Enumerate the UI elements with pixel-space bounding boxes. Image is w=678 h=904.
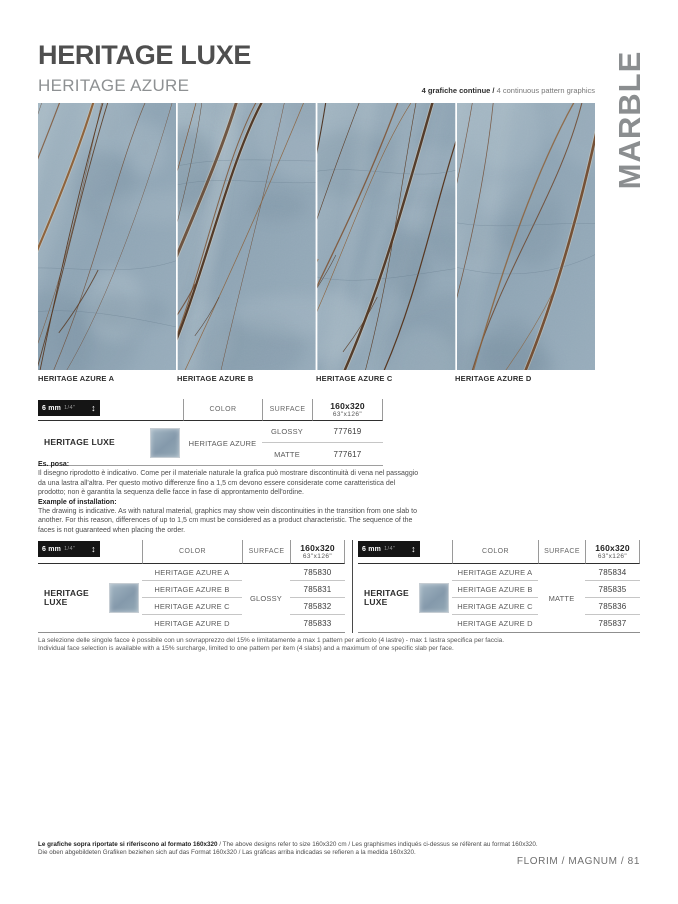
size-inches: 63"x126" [597,552,628,560]
page-title: HERITAGE LUXE [38,40,252,70]
thickness-badge [38,541,100,557]
size-inches: 63"x126" [302,552,333,560]
slab-label: HERITAGE AZURE D [455,374,532,383]
pattern-count-note-regular: 4 continuous pattern graphics [494,86,595,95]
page-subtitle: HERITAGE AZURE [38,76,190,95]
slab-label: HERITAGE AZURE B [177,374,254,383]
product-cell [358,564,452,632]
material-swatch [150,428,180,458]
material-swatch [419,583,449,613]
product-name: HERITAGE LUXE [364,587,409,607]
thickness-badge [358,541,420,557]
category-side-tab: MARBLE [612,50,647,190]
product-code: 785837 [598,619,627,628]
spec-table [38,399,383,466]
surface-finish: GLOSSY [262,421,312,443]
installation-note-title-en: Example of installation: [38,498,117,506]
product-cell [38,564,142,632]
pattern-table-badge-cell [38,540,142,564]
product-code: 785836 [585,598,640,615]
material-swatch [109,583,139,613]
pattern-color: HERITAGE AZURE D [457,619,533,628]
column-header-surface: SURFACE [538,540,585,564]
column-header-color: COLOR [183,399,262,421]
column-header-size [585,540,640,564]
pattern-color: HERITAGE AZURE A [452,564,538,581]
product-name: HERITAGE LUXE [44,587,89,607]
footer-formats-line1 [38,841,650,849]
footer-formats-bold: Le grafiche sopra riportate si riferiscono al formato 160x320 [38,841,218,848]
size-cm: 160x320 [330,400,365,411]
pattern-table-badge-cell [358,540,452,564]
installation-note [38,460,420,535]
footer-formats-note [38,841,650,857]
column-header-size [290,540,345,564]
size-inches: 63"x126" [332,410,363,418]
pattern-table-glossy [38,540,345,633]
installation-note-body-it: Il disegno riprodotto è indicativo. Come per il materiale naturale la grafica può mostrare discontinuità di vena nel passaggio da una lastra all'altra. Per questo motivo differenze fino a 1,5 cm devono essere considerate come caratteristica del prodotto; non è garantita la sequenza delle facce in fase di approntamento dell'ordine. [38,470,419,497]
pattern-table-matte [358,540,640,633]
surface-finish: MATTE [274,449,300,459]
selection-note-it: La selezione delle singole facce è possibile con un sovrapprezzo del 15% e limitatamente a max 1 pattern per articolo (4 lastre) - max 1 lastra specifica per faccia. [38,637,505,644]
column-header-color: COLOR [142,540,242,564]
color-name: HERITAGE AZURE [188,438,257,448]
footer-formats-rest: / The above designs refer to size 160x320 cm / Les graphismes indiqués ci-dessus se réfèrent au format 160x320. [217,841,538,848]
thickness-badge [38,400,100,416]
column-header-size [312,399,383,421]
spec-table-badge-cell [38,399,183,421]
product-code: 777617 [333,449,362,459]
installation-note-body-en: The drawing is indicative. As with natural material, graphics may show vein discontinuities in the transition from one slab to another. For this reason, differences of up to 1,5 cm must be considered as a product characteristic. The sequence of the faces is not guaranteed when placing the order. [38,508,417,534]
pattern-color: HERITAGE AZURE A [142,564,242,581]
selection-note [38,637,644,653]
surface-finish: MATTE [548,593,575,603]
marble-graphic [38,103,595,370]
footer-formats-line2: Die oben abgebildeten Grafiken beziehen sich auf das Format 160x320 / Las gráficas arriba indicadas se refieren a la medida 160x320. [38,848,416,856]
thickness-mm: 6 mm [42,404,62,412]
pattern-color: HERITAGE AZURE C [142,598,242,615]
product-code: 777619 [312,421,383,443]
product-code: 785833 [303,619,332,628]
page-reference: FLORIM / MAGNUM / 81 [516,856,640,867]
product-cell [38,421,183,465]
column-header-color: COLOR [452,540,538,564]
pattern-color: HERITAGE AZURE B [452,581,538,598]
selection-note-en: Individual face selection is available with a 15% surcharge, limited to one pattern per item (4 slabs) and a maximum of one specific slab per face. [38,645,454,652]
thickness-inch: 1/4" [64,405,76,411]
thickness-arrow-icon: ↕ [91,543,96,554]
divider [352,540,353,633]
thickness-mm: 6 mm [42,545,62,553]
column-header-surface: SURFACE [242,540,290,564]
installation-note-title-it: Es. posa: [38,461,70,468]
slab-labels-row [38,374,595,386]
surface-finish: GLOSSY [249,593,283,603]
pattern-count-note-bold: 4 grafiche continue / [421,86,495,95]
product-code: 785830 [290,564,345,581]
pattern-count-note [295,86,595,95]
product-code: 785832 [290,598,345,615]
product-code: 785835 [585,581,640,598]
column-header-surface: SURFACE [262,399,312,421]
thickness-inch: 1/4" [384,546,396,552]
pattern-color: HERITAGE AZURE B [142,581,242,598]
slab-label: HERITAGE AZURE C [316,374,393,383]
slab-label: HERITAGE AZURE A [38,374,115,383]
size-cm: 160x320 [595,542,630,553]
thickness-arrow-icon: ↕ [91,402,96,413]
product-name: HERITAGE LUXE [44,437,115,448]
size-cm: 160x320 [300,542,335,553]
marble-figure [38,103,595,370]
product-code: 785831 [290,581,345,598]
pattern-color: HERITAGE AZURE C [452,598,538,615]
thickness-mm: 6 mm [362,545,382,553]
thickness-inch: 1/4" [64,546,76,552]
thickness-arrow-icon: ↕ [411,543,416,554]
pattern-color: HERITAGE AZURE D [154,619,230,628]
product-code: 785834 [585,564,640,581]
